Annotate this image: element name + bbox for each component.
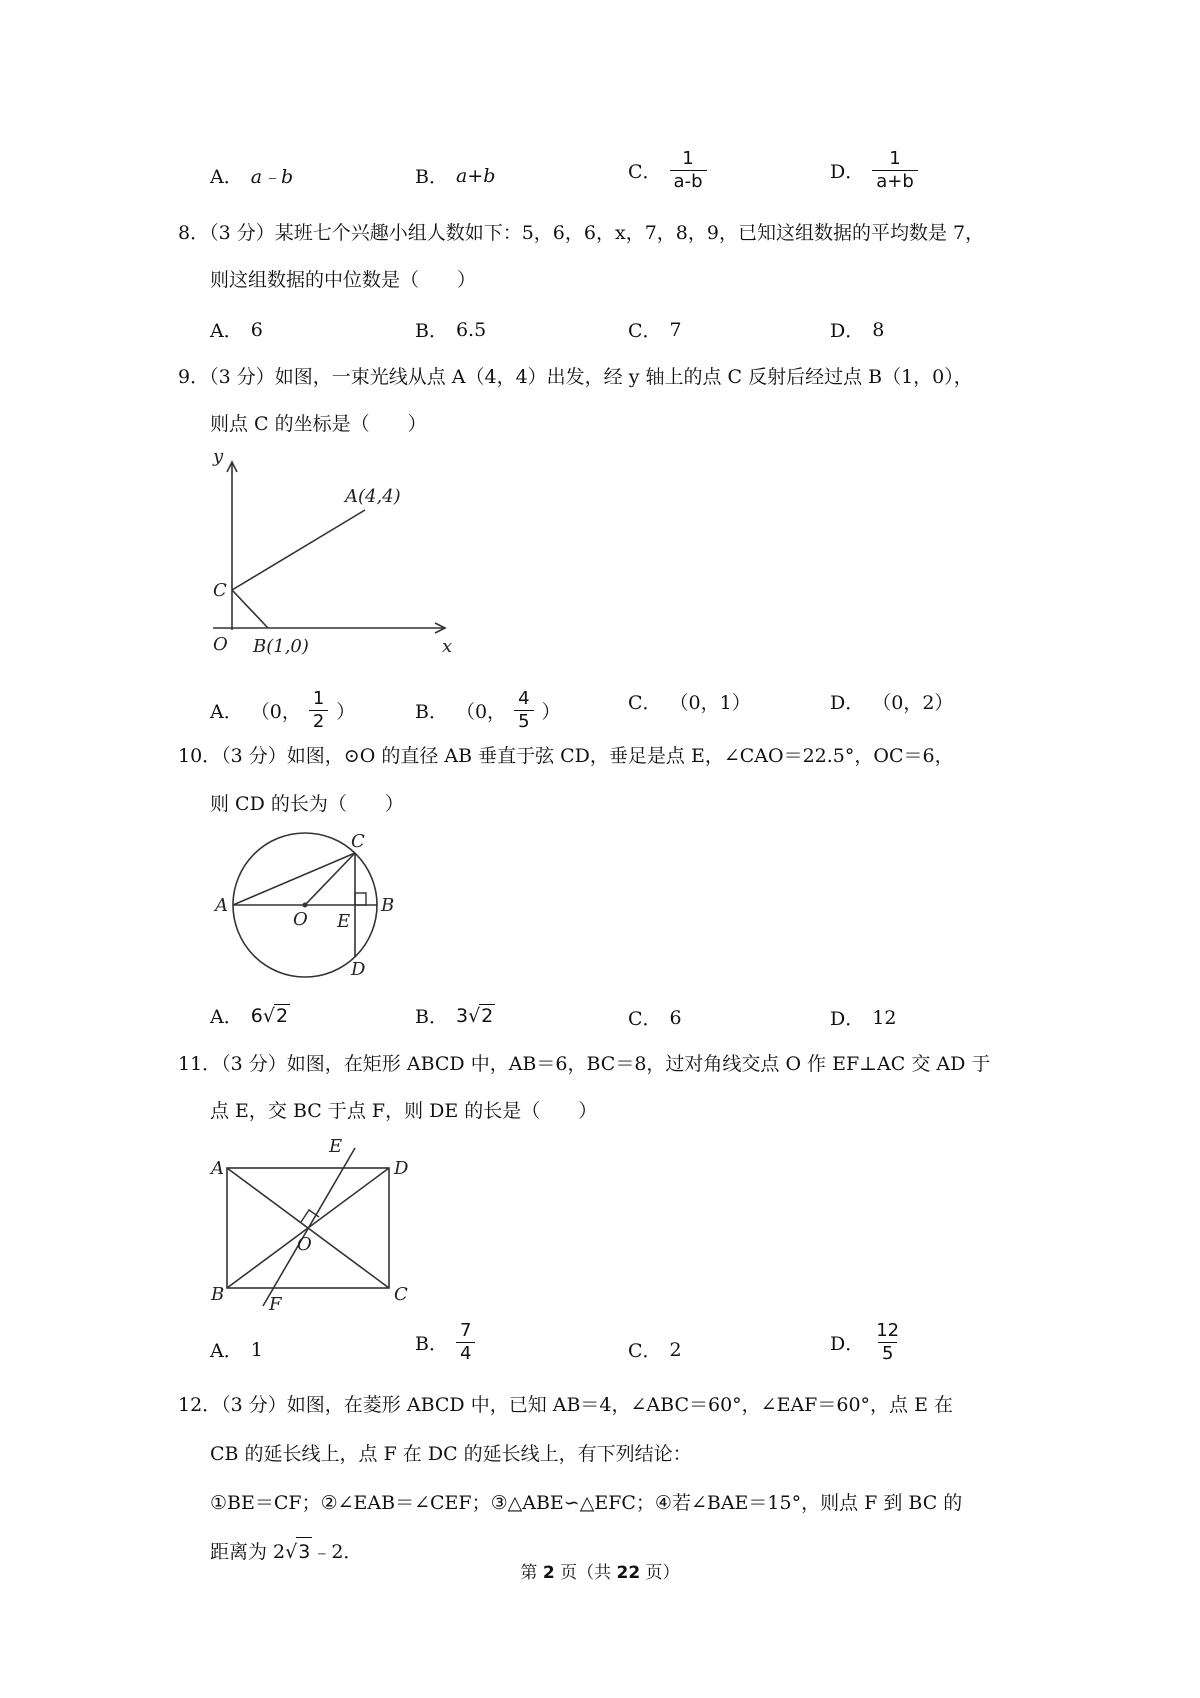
label-c: C [351,831,365,852]
fraction: $\frac{12}{5}$ [876,1320,900,1364]
q7-option-a[interactable]: A． a﹣b [210,166,294,188]
q11-option-a[interactable]: A． 1 [210,1338,263,1362]
label-o: O [293,909,308,930]
q10-option-a[interactable]: A． 6 √ 2 [210,1005,289,1028]
fraction: $\frac{1}{a+b}$ [872,150,918,191]
sqrt-expression: √ 3 [285,1537,312,1566]
label-e: E [337,911,351,932]
q10-option-b[interactable]: B． 3 √ 2 [415,1005,494,1028]
fraction: $\frac{1}{2}$ [309,690,328,731]
fraction: $\frac{4}{5}$ [514,690,533,731]
label-b: B [381,895,395,916]
sqrt-expression: 3 √ 2 [455,1005,494,1027]
q10-figure [205,825,405,990]
q12-stem-line2: CB 的延长线上，点 F 在 DC 的延长线上，有下列结论： [210,1443,692,1465]
q11-stem-line2: 点 E，交 BC 于点 F，则 DE 的长是（ ） [210,1100,598,1122]
q9-option-c[interactable]: C． （0，1） [628,692,751,714]
q8-option-a[interactable]: A． 6 [210,318,263,342]
q9-figure [205,450,455,660]
line-ef [263,1148,355,1306]
q9-stem-line2: 则点 C 的坐标是（ ） [210,413,427,435]
label-b: B(1,0) [253,636,309,657]
page-footer: 第 2 页（共 22 页） [520,1563,680,1583]
center-dot [303,903,308,908]
label-x: x [442,636,453,657]
label-o: O [297,1234,312,1255]
q9-stem-line1: 9．（3 分）如图，一束光线从点 A（4，4）出发，经 y 轴上的点 C 反射后经过点 B（1，0）， [178,366,973,388]
label-y: y [213,450,224,467]
label-f: F [269,1294,282,1313]
q11-option-c[interactable]: C． 2 [628,1338,682,1362]
ray-cb [232,590,268,628]
q9-option-a[interactable]: A． （0， $\frac{1}{2}$ ） [210,688,356,732]
label-a: A(4,4) [345,486,401,507]
fraction: $\frac{7}{4}$ [456,1322,475,1363]
ray-ca [232,510,365,590]
q9-option-b[interactable]: B． （0， $\frac{4}{5}$ ） [415,688,561,732]
q12-stem-line1: 12．（3 分）如图，在菱形 ABCD 中，已知 AB＝4，∠ABC＝60°，∠EAF＝60°，点 E 在 [178,1394,953,1416]
q11-stem-line1: 11．（3 分）如图，在矩形 ABCD 中，AB＝6，BC＝8，过对角线交点 O 作 EF⊥AC 交 AD 于 [178,1053,991,1075]
label-d: D [351,959,366,980]
label-d: D [394,1158,409,1179]
q7-option-b[interactable]: B． a+b [415,164,496,188]
label-a: A [215,895,228,916]
q11-option-b[interactable]: B． $\frac{7}{4}$ [415,1322,475,1363]
q8-option-c[interactable]: C． 7 [628,318,682,342]
label-e: E [329,1138,343,1157]
q12-stem-line4: 距离为 2 √ 3 ﹣2． [210,1537,362,1566]
right-angle-mark [355,893,366,905]
q8-stem-line2: 则这组数据的中位数是（ ） [210,269,477,291]
q10-option-c[interactable]: C． 6 [628,1006,682,1030]
q8-option-b[interactable]: B． 6.5 [415,318,487,342]
q7-option-d[interactable]: D． $\frac{1}{a+b}$ [830,150,918,191]
label-c: C [213,580,227,601]
q11-figure [205,1138,425,1313]
label-b: B [211,1284,225,1305]
q10-stem-line1: 10．（3 分）如图，⊙O 的直径 AB 垂直于弦 CD，垂足是点 E，∠CAO＝22.5°，OC＝6， [178,745,954,767]
page-total: 22 [616,1563,641,1583]
sqrt-expression: 6 √ 2 [250,1005,289,1027]
q12-stem-line3: ①BE＝CF；②∠EAB＝∠CEF；③△ABE∽△EFC；④若∠BAE＝15°，则点 F 到 BC 的 [210,1492,963,1514]
label-c: C [394,1284,408,1305]
page-number: 2 [542,1563,555,1583]
q11-option-d[interactable]: D． $\frac{12}{5}$ [830,1322,903,1363]
segment-oc [305,853,355,905]
label-a: A [211,1158,224,1179]
q10-stem-line2: 则 CD 的长为（ ） [210,793,404,815]
q9-option-d[interactable]: D． （0，2） [830,692,954,714]
q10-option-d[interactable]: D． 12 [830,1006,897,1030]
label-o: O [213,634,228,655]
fraction: $\frac{1}{a-b}$ [670,150,707,191]
segment-ac [233,853,355,905]
q8-option-d[interactable]: D． 8 [830,318,885,342]
q8-stem-line1: 8．（3 分）某班七个兴趣小组人数如下：5，6，6，x，7，8，9，已知这组数据的平均数是 7， [178,222,985,244]
q7-option-c[interactable]: C． $\frac{1}{a-b}$ [628,150,707,191]
